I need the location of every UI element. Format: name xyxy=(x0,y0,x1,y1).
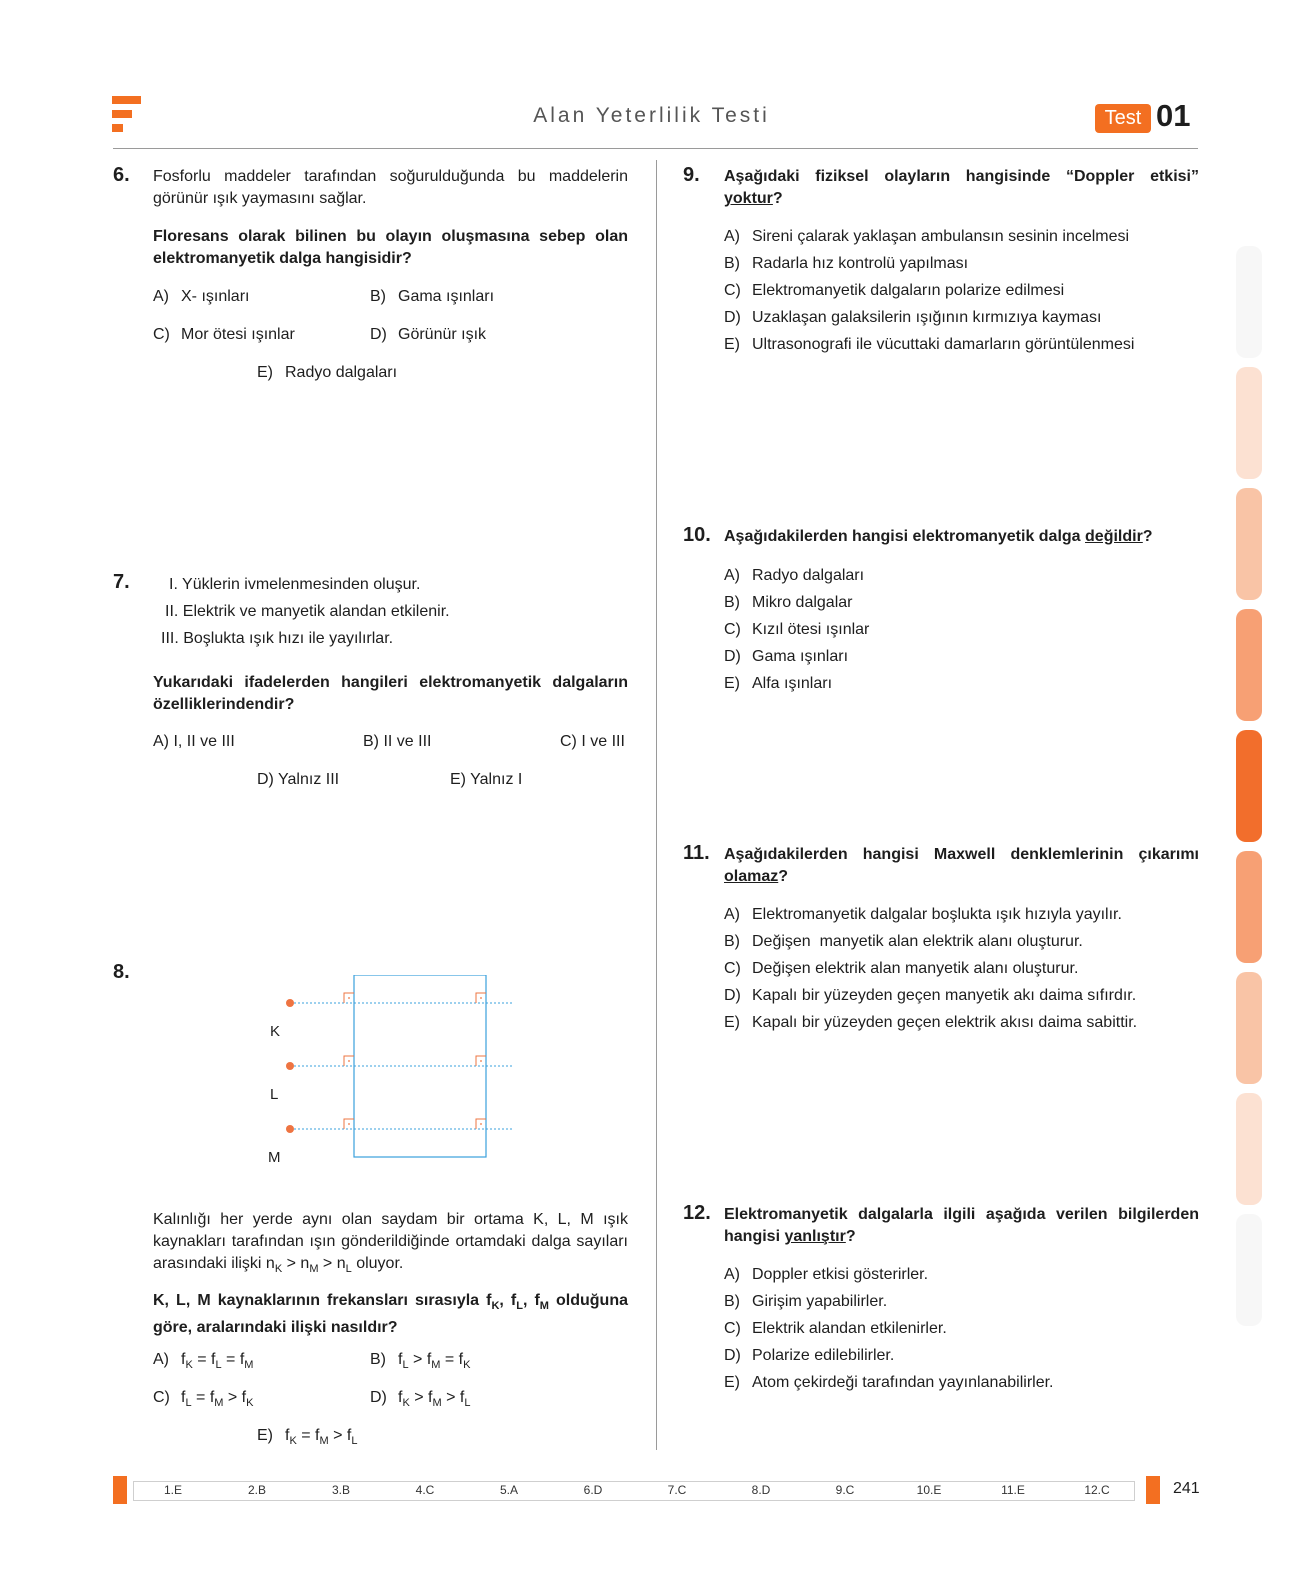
side-tab xyxy=(1236,609,1262,721)
option-d[interactable]: D) Görünür ışık xyxy=(370,326,487,343)
statement-2: II. Elektrik ve manyetik alandan etkilenir. xyxy=(165,603,450,620)
option-c[interactable]: C) Kızıl ötesi ışınlar xyxy=(724,621,870,638)
side-tab xyxy=(1236,730,1262,842)
question-text: Aşağıdaki fiziksel olayların hangisinde “Doppler etkisi” yoktur? xyxy=(724,168,1199,207)
statement-3: III. Boşlukta ışık hızı ile yayılırlar. xyxy=(161,630,394,647)
answer-item: 4.C xyxy=(415,1483,435,1497)
question-text: Aşağıdakilerden hangisi Maxwell denklemlerinin çıkarımı olamaz? xyxy=(724,846,1199,885)
option-b[interactable]: B) $f_L > f_M = f_K$ xyxy=(370,1351,471,1372)
answer-key-right-marker xyxy=(1146,1476,1160,1504)
question-text: Elektromanyetik dalgalarla ilgili aşağıda verilen bilgilerden hangisi yanlıştır? xyxy=(724,1206,1199,1245)
answer-item: 1.E xyxy=(163,1483,182,1497)
column-divider xyxy=(656,160,657,1450)
answer-item: 6.D xyxy=(583,1483,603,1497)
option-a[interactable]: A) $f_K = f_L = f_M$ xyxy=(153,1351,254,1372)
option-c[interactable]: C) Elektrik alandan etkilenirler. xyxy=(724,1320,947,1337)
source-label-m: M xyxy=(268,1149,281,1166)
question-number: 6. xyxy=(113,164,130,186)
answer-item: 2.B xyxy=(247,1483,266,1497)
question-number: 11. xyxy=(683,842,710,864)
ray-k xyxy=(286,993,512,1007)
side-tab xyxy=(1236,851,1262,963)
question-number: 8. xyxy=(113,961,130,983)
answer-item: 3.B xyxy=(331,1483,350,1497)
test-number: 01 xyxy=(1156,98,1191,133)
question-number: 9. xyxy=(683,164,700,186)
option-d[interactable]: D) Uzaklaşan galaksilerin ışığının kırmızıya kayması xyxy=(724,309,1102,326)
side-tab xyxy=(1236,1093,1262,1205)
option-a[interactable]: A) I, II ve III xyxy=(153,733,235,750)
side-tab xyxy=(1236,488,1262,600)
option-b[interactable]: B) Radarla hız kontrolü yapılması xyxy=(724,255,969,272)
source-label-k: K xyxy=(270,1023,281,1040)
side-tab xyxy=(1236,367,1262,479)
option-b[interactable]: B) Mikro dalgalar xyxy=(724,594,853,611)
medium-diagram xyxy=(260,975,520,1175)
answer-item: 8.D xyxy=(751,1483,771,1497)
option-e[interactable]: E) Ultrasonografi ile vücuttaki damarların görüntülenmesi xyxy=(724,336,1135,353)
option-d[interactable]: D) Kapalı bir yüzeyden geçen manyetik akı daima sıfırdır. xyxy=(724,987,1137,1004)
question-number: 10. xyxy=(683,524,711,546)
option-e[interactable]: E) Atom çekirdeği tarafından yayınlanabilirler. xyxy=(724,1374,1054,1391)
question-text: Aşağıdakilerden hangisi elektromanyetik dalga değildir? xyxy=(724,528,1153,545)
option-b[interactable]: B) II ve III xyxy=(363,733,432,750)
question-text: Yukarıdaki ifadelerden hangileri elektromanyetik dalgaların özelliklerindendir? xyxy=(153,674,628,713)
option-a[interactable]: A) Doppler etkisi gösterirler. xyxy=(724,1266,929,1283)
header-divider xyxy=(113,148,1198,149)
question-number: 12. xyxy=(683,1202,711,1224)
page-title: Alan Yeterlilik Testi xyxy=(533,104,770,127)
side-tab xyxy=(1236,246,1262,358)
option-d[interactable]: D) Yalnız III xyxy=(257,771,340,788)
question-text: K, L, M kaynaklarının frekansları sırasıyla $f_K$, $f_L$, $f_M$ olduğuna göre, aralarındaki ilişki nasıldır? xyxy=(153,1292,629,1337)
test-badge: Test xyxy=(1095,104,1151,133)
option-c[interactable]: C) Elektromanyetik dalgaların polarize edilmesi xyxy=(724,282,1065,299)
answer-item: 5.A xyxy=(499,1483,518,1497)
option-e[interactable]: E) Alfa ışınları xyxy=(724,675,833,692)
option-a[interactable]: A) Sireni çalarak yaklaşan ambulansın sesinin incelmesi xyxy=(724,228,1130,245)
question-number: 7. xyxy=(113,571,130,593)
side-tab xyxy=(1236,1214,1262,1326)
answer-key-left-marker xyxy=(113,1476,127,1504)
option-b[interactable]: B) Değişen manyetik alan elektrik alanı oluşturur. xyxy=(724,933,1083,950)
source-label-l: L xyxy=(270,1086,279,1103)
side-tab xyxy=(1236,972,1262,1084)
option-a[interactable]: A) Elektromanyetik dalgalar boşlukta ışık hızıyla yayılır. xyxy=(724,906,1122,923)
option-c[interactable]: C) $f_L = f_M > f_K$ xyxy=(153,1389,254,1410)
option-c[interactable]: C) Mor ötesi ışınlar xyxy=(153,326,295,343)
statement-1: I. Yüklerin ivmelenmesinden oluşur. xyxy=(169,576,421,593)
page-number: 241 xyxy=(1173,1480,1200,1497)
option-b[interactable]: B) Girişim yapabilirler. xyxy=(724,1293,888,1310)
option-c[interactable]: C) Değişen elektrik alan manyetik alanı oluşturur. xyxy=(724,960,1079,977)
answer-item: 11.E xyxy=(1001,1483,1025,1497)
option-e[interactable]: E) $f_K = f_M > f_L$ xyxy=(257,1427,358,1448)
question-intro: Fosforlu maddeler tarafından soğurulduğunda bu maddelerin görünür ışık yaymasını sağlar. xyxy=(153,168,628,207)
question-intro: Kalınlığı her yerde aynı olan saydam bir ortama K, L, M ışık kaynakları tarafından ışın gönderildiğinde ortamdaki dalga sayıları arasındaki ilişki $n_K > n_M > n_L$ oluyor. xyxy=(153,1211,628,1276)
ray-m xyxy=(286,1119,512,1133)
answer-item: 12.C xyxy=(1084,1483,1110,1497)
option-d[interactable]: D) Polarize edilebilirler. xyxy=(724,1347,895,1364)
answer-item: 7.C xyxy=(667,1483,687,1497)
option-e[interactable]: E) Radyo dalgaları xyxy=(257,364,398,381)
option-e[interactable]: E) Yalnız I xyxy=(450,771,523,788)
option-a[interactable]: A) X- ışınları xyxy=(153,288,250,305)
option-a[interactable]: A) Radyo dalgaları xyxy=(724,567,865,584)
option-d[interactable]: D) $f_K > f_M > f_L$ xyxy=(370,1389,471,1410)
ray-l xyxy=(286,1056,512,1070)
option-b[interactable]: B) Gama ışınları xyxy=(370,288,495,305)
option-d[interactable]: D) Gama ışınları xyxy=(724,648,849,665)
question-text: Floresans olarak bilinen bu olayın oluşmasına sebep olan elektromanyetik dalga hangisidir? xyxy=(153,228,628,267)
answer-item: 9.C xyxy=(835,1483,855,1497)
option-e[interactable]: E) Kapalı bir yüzeyden geçen elektrik akısı daima sabittir. xyxy=(724,1014,1138,1031)
option-c[interactable]: C) I ve III xyxy=(560,733,625,750)
answer-item: 10.E xyxy=(916,1483,942,1497)
